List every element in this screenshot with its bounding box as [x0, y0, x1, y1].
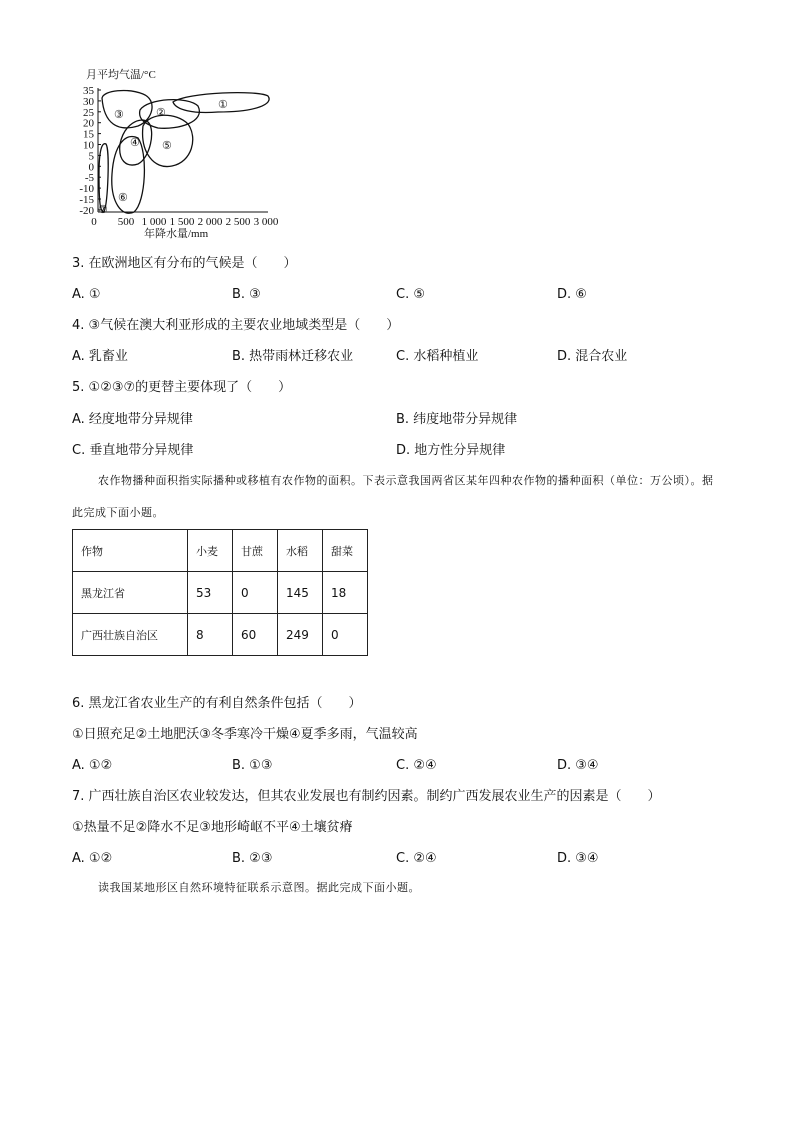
question-7-option-a[interactable]: A. ①②: [72, 851, 113, 866]
question-5-option-a[interactable]: A. 经度地带分异规律: [72, 412, 193, 427]
x-tick-label: 3 000: [253, 216, 279, 228]
y-tick-label: 15: [83, 128, 94, 141]
question-7-items: ①热量不足②降水不足③地形崎岖不平④土壤贫瘠: [72, 820, 353, 835]
table-cell: 黑龙江省: [73, 572, 188, 614]
region-1-label: ①: [218, 99, 228, 111]
region-3-outline: [102, 91, 152, 128]
question-5-option-c[interactable]: C. 垂直地带分异规律: [72, 443, 194, 458]
table-cell: 8: [188, 614, 233, 656]
x-tick-label: 500: [117, 216, 135, 228]
y-tick-label: 5: [88, 150, 94, 163]
y-tick-label: 30: [83, 95, 94, 108]
y-tick-label: 35: [83, 85, 94, 97]
table-header-row: [73, 530, 368, 572]
table-cell: 0: [323, 614, 368, 656]
x-tick-label: 2 500: [225, 216, 251, 228]
question-4-stem: 4. ③气候在澳大利亚形成的主要农业地域类型是（ ）: [72, 318, 400, 333]
question-4-option-d[interactable]: D. 混合农业: [557, 349, 628, 364]
y-tick-label: 25: [83, 106, 94, 119]
y-tick-label: 10: [83, 139, 94, 152]
question-6-option-a[interactable]: A. ①②: [72, 758, 113, 773]
x-tick-label: 2 000: [197, 216, 223, 228]
question-6-option-c[interactable]: C. ②④: [396, 758, 437, 773]
table-cell: 0: [233, 572, 278, 614]
table-cell: 18: [323, 572, 368, 614]
crop-area-table: [72, 529, 368, 656]
y-tick-label: 0: [88, 161, 94, 174]
question-4-option-b[interactable]: B. 热带雨林迁移农业: [232, 349, 354, 364]
question-7-option-d[interactable]: D. ③④: [557, 851, 599, 866]
x-tick-label: 1 500: [169, 216, 195, 228]
table-cell: 145: [278, 572, 323, 614]
question-5-option-b[interactable]: B. 纬度地带分异规律: [396, 412, 518, 427]
table-intro-paragraph: 农作物播种面积指实际播种或移植有农作物的面积。下表示意我国两省区某年四种农作物的播种面积（单位：万公顷）。据此完成下面小题。: [72, 474, 714, 519]
x-tick-label: 0: [91, 216, 97, 228]
table-header-cell: 小麦: [188, 530, 233, 572]
question-6-option-b[interactable]: B. ①③: [232, 758, 273, 773]
question-6-items: ①日照充足②土地肥沃③冬季寒冷干燥④夏季多雨，气温较高: [72, 727, 418, 742]
question-3-option-c[interactable]: C. ⑤: [396, 287, 425, 302]
table-cell: 60: [233, 614, 278, 656]
table-row: [73, 614, 368, 656]
question-7-stem: 7. 广西壮族自治区农业较发达，但其农业发展也有制约因素。制约广西发展农业生产的因素是（ ）: [72, 789, 661, 804]
table-header-cell: 作物: [73, 530, 188, 572]
chart-ylabel: 月平均气温/°C: [86, 69, 156, 81]
y-tick-label: -20: [79, 204, 94, 217]
table-cell: 249: [278, 614, 323, 656]
question-4-option-a[interactable]: A. 乳畜业: [72, 349, 128, 364]
question-3-stem: 3. 在欧洲地区有分布的气候是（ ）: [72, 256, 297, 271]
y-tick-label: -15: [79, 194, 94, 206]
question-3-option-d[interactable]: D. ⑥: [557, 287, 587, 302]
climate-chart: [68, 62, 298, 242]
question-7-option-c[interactable]: C. ②④: [396, 851, 437, 866]
diagram-intro-paragraph: 读我国某地形区自然环境特征联系示意图。据此完成下面小题。: [98, 881, 420, 894]
question-7-option-b[interactable]: B. ②③: [232, 851, 273, 866]
table-header-cell: 甜菜: [323, 530, 368, 572]
question-6-option-d[interactable]: D. ③④: [557, 758, 599, 773]
region-2-label: ②: [156, 107, 166, 119]
table-header-cell: 水稻: [278, 530, 323, 572]
question-3-option-b[interactable]: B. ③: [232, 287, 261, 302]
y-tick-label: 20: [83, 117, 94, 130]
y-tick-label: -10: [79, 183, 94, 196]
question-5-option-d[interactable]: D. 地方性分异规律: [396, 443, 506, 458]
question-6-stem: 6. 黑龙江省农业生产的有利自然条件包括（ ）: [72, 696, 362, 711]
question-3-option-a[interactable]: A. ①: [72, 287, 101, 302]
region-5-label: ⑤: [162, 140, 172, 152]
table-header-cell: 甘蔗: [233, 530, 278, 572]
region-4-label: ④: [130, 137, 140, 149]
table-row: [73, 572, 368, 614]
table-cell: 53: [188, 572, 233, 614]
region-7-outline: [99, 144, 108, 212]
x-tick-label: 1 000: [141, 216, 167, 228]
region-7-label: ⑦: [98, 204, 108, 216]
region-2-outline: [140, 100, 200, 129]
region-3-label: ③: [114, 109, 124, 121]
question-4-option-c[interactable]: C. 水稻种植业: [396, 349, 479, 364]
region-6-label: ⑥: [118, 192, 128, 204]
table-cell: 广西壮族自治区: [73, 614, 188, 656]
question-5-stem: 5. ①②③⑦的更替主要体现了（ ）: [72, 380, 292, 395]
y-tick-label: -5: [84, 172, 94, 185]
chart-xlabel: 年降水量/mm: [144, 228, 209, 240]
